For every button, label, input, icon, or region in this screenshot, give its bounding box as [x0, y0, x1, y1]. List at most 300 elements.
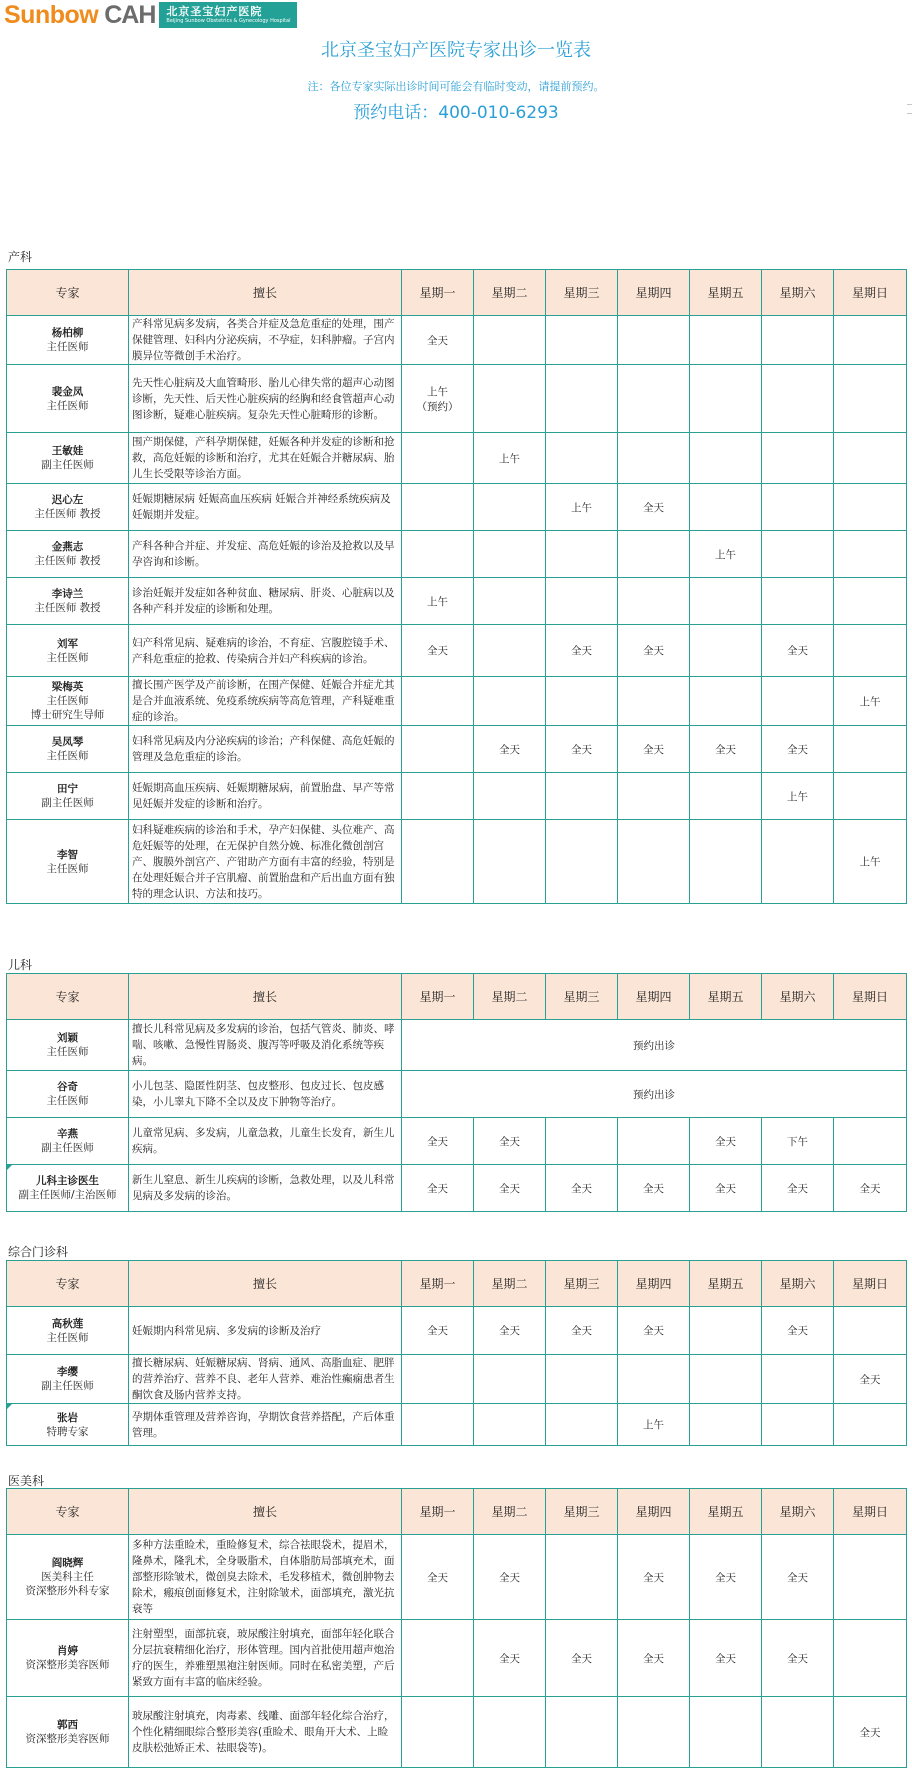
doctor-name: 张岩 [57, 1411, 78, 1424]
day-cell [546, 1697, 618, 1768]
specialty-cell: 小儿包茎、隐匿性阴茎、包皮整形、包皮过长、包皮感染，小儿睾丸下降不全以及皮下肿物等治疗。 [129, 1071, 402, 1118]
day-cell: 全天 [402, 1307, 474, 1355]
day-cell [402, 1355, 474, 1404]
table-row [7, 820, 907, 904]
day-cell: 上午 [402, 578, 474, 625]
specialty-cell: 儿童常见病、多发病，儿童急救，儿童生长发育，新生儿疾病。 [129, 1118, 402, 1165]
table-row [7, 1307, 907, 1355]
column-header: 星期一 [402, 974, 474, 1020]
day-cell [402, 677, 474, 726]
specialty-cell: 妇产科常见病、疑难病的诊治，不育症、宫腹腔镜手术、产科危重症的抢救、传染病合并妇产科疾病的诊治。 [129, 625, 402, 677]
day-cell [618, 531, 690, 578]
day-cell: 上午 [762, 773, 834, 820]
day-cell [618, 578, 690, 625]
column-header: 星期五 [690, 974, 762, 1020]
day-cell: 全天 [618, 1535, 690, 1620]
day-cell [690, 1355, 762, 1404]
doctor-name: 儿科主诊医生 [36, 1175, 99, 1187]
doctor-cell [7, 1535, 129, 1620]
specialty-cell: 擅长儿科常见病及多发病的诊治，包括气管炎、肺炎、哮喘、咳嗽、急慢性胃肠炎、腹泻等呼吸及消化系统等疾病。 [129, 1020, 402, 1071]
day-cell: 上午 [546, 484, 618, 531]
column-header: 星期四 [618, 1261, 690, 1307]
day-cell [402, 1620, 474, 1697]
specialty-cell: 围产期保健，产科孕期保健，妊娠各种并发症的诊断和抢救，高危妊娠的诊断和治疗，尤其在妊娠合并糖尿病、胎儿生长受限等诊治方面。 [129, 433, 402, 484]
day-cell: 全天 [618, 1307, 690, 1355]
doctor-title: 副主任医师/主治医师 [18, 1189, 117, 1201]
edge-marker [907, 104, 912, 114]
day-cell [690, 433, 762, 484]
day-cell [474, 365, 546, 433]
day-cell [474, 773, 546, 820]
doctor-name: 迟心左 [51, 494, 84, 506]
day-cell: 全天 [546, 1165, 618, 1212]
doctor-cell [7, 1404, 129, 1446]
column-header: 星期三 [546, 270, 618, 316]
doctor-cell [7, 1620, 129, 1697]
logo-wordmark: Sunbow CAH [4, 1, 156, 29]
doctor-title: 主任医师 [46, 1331, 89, 1344]
doctor-cell [7, 1697, 129, 1768]
schedule-table [6, 973, 907, 1212]
day-cell [402, 820, 474, 904]
doctor-cell [7, 365, 129, 433]
doctor-name: 刘军 [57, 637, 78, 650]
table-row [7, 773, 907, 820]
day-cell [690, 484, 762, 531]
doctor-title: 副主任医师 [41, 1142, 94, 1154]
day-cell [546, 1535, 618, 1620]
table-row [7, 1020, 907, 1071]
day-cell [834, 531, 907, 578]
doctor-title: 特聘专家 [46, 1425, 89, 1438]
schedule-notice: 注：各位专家实际出诊时间可能会有临时变动，请提前预约。 [307, 80, 605, 93]
day-cell: 全天 [762, 625, 834, 677]
doctor-cell [7, 578, 129, 625]
day-cell [834, 1535, 907, 1620]
day-cell: 全天 [474, 1307, 546, 1355]
day-cell [546, 820, 618, 904]
column-header: 星期六 [762, 1261, 834, 1307]
day-cell [474, 625, 546, 677]
day-cell: 全天 [474, 1165, 546, 1212]
section-title: 产科 [8, 250, 33, 264]
schedule-table [6, 1260, 907, 1446]
day-cell [546, 1118, 618, 1165]
specialty-cell: 玻尿酸注射填充，肉毒素、线雕、面部年轻化综合治疗，个性化精细眼综合整形美容(重睑术、眼角开大术、上睑皮肤松弛矫正术、祛眼袋等)。 [129, 1697, 402, 1768]
day-cell [834, 773, 907, 820]
appointment-only-cell: 预约出诊 [402, 1071, 907, 1118]
day-cell [762, 677, 834, 726]
logo-badge [159, 2, 297, 28]
doctor-cell [7, 1307, 129, 1355]
column-header: 星期五 [690, 1261, 762, 1307]
day-cell [618, 365, 690, 433]
day-cell [546, 531, 618, 578]
column-header: 擅长 [129, 270, 402, 316]
doctor-cell [7, 677, 129, 726]
day-cell [762, 365, 834, 433]
doctor-name: 阎晓辉 [51, 1557, 84, 1569]
table-row [7, 365, 907, 433]
table-row [7, 625, 907, 677]
column-header: 星期四 [618, 974, 690, 1020]
day-cell: 全天 [474, 1535, 546, 1620]
column-header: 专家 [7, 1489, 129, 1535]
table-row [7, 1355, 907, 1404]
doctor-title: 副主任医师 [41, 459, 94, 471]
day-cell [546, 365, 618, 433]
day-cell: 全天 [546, 625, 618, 677]
specialty-cell: 孕期体重管理及营养咨询，孕期饮食营养搭配，产后体重管理。 [129, 1404, 402, 1446]
doctor-title: 资深整形外科专家 [25, 1585, 110, 1597]
day-cell [546, 578, 618, 625]
doctor-cell [7, 726, 129, 773]
day-cell [762, 1404, 834, 1446]
day-cell [546, 1355, 618, 1404]
specialty-cell: 注射塑型，面部抗衰，玻尿酸注射填充，面部年轻化联合分层抗衰精细化治疗，形体管理。国内首批使用超声炮治疗的医生，养雅塑黑袍注射医师。同时在私密美塑，产后紧致方面有丰富的临床经验。 [129, 1620, 402, 1697]
column-header: 擅长 [129, 974, 402, 1020]
doctor-cell [7, 1355, 129, 1404]
day-cell [834, 578, 907, 625]
day-cell: 全天 [402, 1118, 474, 1165]
table-row [7, 484, 907, 531]
table-row [7, 1404, 907, 1446]
table-row [7, 1165, 907, 1212]
doctor-cell [7, 773, 129, 820]
doctor-title: 主任医师 教授 [34, 602, 101, 614]
day-cell [402, 1404, 474, 1446]
day-cell [474, 1697, 546, 1768]
day-cell [834, 433, 907, 484]
doctor-name: 吴凤琴 [51, 736, 84, 748]
specialty-cell: 妊娠期内科常见病、多发病的诊断及治疗 [129, 1307, 402, 1355]
doctor-title: 主任医师 教授 [34, 555, 101, 567]
day-cell: 全天 [546, 726, 618, 773]
day-cell [690, 578, 762, 625]
day-cell [618, 1697, 690, 1768]
doctor-cell [7, 1165, 129, 1212]
specialty-cell: 妊娠期高血压疾病、妊娠期糖尿病，前置胎盘、早产等常见妊娠并发症的诊断和治疗。 [129, 773, 402, 820]
day-cell: 全天 [834, 1165, 907, 1212]
day-cell [618, 677, 690, 726]
column-header: 星期日 [834, 1489, 907, 1535]
day-cell [546, 433, 618, 484]
day-cell: 全天 [546, 1620, 618, 1697]
specialty-cell: 妇科常见病及内分泌疾病的诊治；产科保健、高危妊娠的管理及急危重症的诊治。 [129, 726, 402, 773]
doctor-title: 主任医师 [46, 862, 89, 875]
column-header: 星期四 [618, 270, 690, 316]
doctor-title: 主任医师 [46, 750, 89, 762]
column-header: 星期六 [762, 974, 834, 1020]
day-cell: 全天 [618, 726, 690, 773]
day-cell: 全天 [834, 1355, 907, 1404]
table-row [7, 1697, 907, 1768]
doctor-title: 主任医师 [46, 399, 89, 412]
day-cell [690, 773, 762, 820]
doctor-title: 副主任医师 [41, 1380, 94, 1392]
table-header-row [7, 1489, 907, 1535]
day-cell [546, 773, 618, 820]
doctor-name: 李智 [57, 848, 78, 861]
table-header-row [7, 270, 907, 316]
day-cell: 上午 [834, 820, 907, 904]
day-cell [762, 820, 834, 904]
doctor-cell [7, 820, 129, 904]
day-cell [690, 365, 762, 433]
day-cell: 全天 [618, 484, 690, 531]
doctor-name: 郭西 [57, 1719, 78, 1731]
day-cell [474, 316, 546, 365]
day-cell [474, 820, 546, 904]
doctor-name: 杨柏柳 [51, 327, 84, 339]
column-header: 星期二 [474, 974, 546, 1020]
page-header [0, 0, 912, 123]
day-cell [834, 1118, 907, 1165]
day-cell [402, 773, 474, 820]
day-cell [690, 1697, 762, 1768]
day-cell: 全天 [402, 316, 474, 365]
day-cell: 全天 [402, 625, 474, 677]
column-header: 星期二 [474, 1261, 546, 1307]
doctor-cell [7, 484, 129, 531]
day-cell: 全天 [618, 1620, 690, 1697]
day-cell [762, 433, 834, 484]
section-title: 综合门诊科 [8, 1245, 69, 1259]
day-cell [474, 1404, 546, 1446]
day-cell [762, 1697, 834, 1768]
doctor-name: 谷奇 [57, 1081, 78, 1093]
column-header: 星期三 [546, 1261, 618, 1307]
specialty-cell: 产科常见病多发病，各类合并症及急危重症的处理，围产保健管理、妇科内分泌疾病，不孕症，妇科肿瘤。子宫内膜异位等微创手术治疗。 [129, 316, 402, 365]
doctor-title: 主任医师 [46, 695, 89, 707]
day-cell [474, 531, 546, 578]
doctor-name: 金燕志 [51, 541, 84, 553]
day-cell [402, 433, 474, 484]
day-cell [618, 316, 690, 365]
specialty-cell: 擅长围产医学及产前诊断，在围产保健、妊娠合并症尤其是合并血液系统、免疫系统疾病等高危管理，产科疑难重症的诊治。 [129, 677, 402, 726]
table-row [7, 677, 907, 726]
table-header-row [7, 1261, 907, 1307]
column-header: 星期三 [546, 974, 618, 1020]
table-row [7, 726, 907, 773]
day-cell [690, 316, 762, 365]
day-cell: 全天 [690, 726, 762, 773]
hospital-logo[interactable] [4, 2, 297, 28]
day-cell [834, 726, 907, 773]
table-header-row [7, 974, 907, 1020]
day-cell [834, 1404, 907, 1446]
doctor-title: 资深整形美容医师 [25, 1733, 110, 1745]
day-cell [690, 625, 762, 677]
table-row [7, 1620, 907, 1697]
column-header: 专家 [7, 974, 129, 1020]
day-cell [618, 1118, 690, 1165]
column-header: 星期五 [690, 270, 762, 316]
section-title: 医美科 [8, 1474, 45, 1488]
table-row [7, 1118, 907, 1165]
logo-badge-en: Beijing Sunbow Obstetrics & Gynecology Hospital [166, 18, 291, 24]
day-cell: 上午 [690, 531, 762, 578]
day-cell [402, 531, 474, 578]
column-header: 星期一 [402, 1489, 474, 1535]
day-cell: 上午 [834, 677, 907, 726]
doctor-title: 主任医师 [46, 1095, 89, 1107]
schedule-table [6, 1488, 907, 1768]
day-cell: 全天 [762, 726, 834, 773]
day-cell [834, 1620, 907, 1697]
day-cell: 全天 [546, 1307, 618, 1355]
day-cell: 全天 [834, 1697, 907, 1768]
day-cell [402, 726, 474, 773]
column-header: 星期五 [690, 1489, 762, 1535]
doctor-title: 主任医师 [46, 1046, 89, 1058]
day-cell [834, 1307, 907, 1355]
doctor-name: 梁梅英 [51, 681, 84, 693]
table-row [7, 1535, 907, 1620]
day-cell [402, 484, 474, 531]
comment-corner-marker [7, 1165, 12, 1170]
day-cell [690, 677, 762, 726]
column-header: 专家 [7, 1261, 129, 1307]
day-cell: 上午 [474, 433, 546, 484]
doctor-cell [7, 625, 129, 677]
table-row [7, 578, 907, 625]
day-cell: 下午 [762, 1118, 834, 1165]
specialty-cell: 产科各种合并症、并发症、高危妊娠的诊治及抢救以及早孕咨询和诊断。 [129, 531, 402, 578]
doctor-name: 李诗兰 [51, 588, 84, 600]
doctor-name: 裴金凤 [51, 385, 84, 398]
doctor-cell [7, 1071, 129, 1118]
day-cell: 全天 [762, 1535, 834, 1620]
day-cell: 上午 （预约） [402, 365, 474, 433]
day-cell [618, 773, 690, 820]
doctor-title: 副主任医师 [41, 797, 94, 809]
doctor-title: 博士研究生导师 [30, 709, 105, 721]
column-header: 星期六 [762, 1489, 834, 1535]
day-cell [474, 677, 546, 726]
day-cell [618, 433, 690, 484]
specialty-cell: 妊娠期糖尿病 妊娠高血压疾病 妊娠合并神经系统疾病及妊娠期并发症。 [129, 484, 402, 531]
doctor-name: 田宁 [57, 783, 78, 795]
column-header: 星期二 [474, 270, 546, 316]
doctor-title: 资深整形美容医师 [25, 1659, 110, 1671]
day-cell: 全天 [690, 1535, 762, 1620]
table-row [7, 433, 907, 484]
specialty-cell: 多种方法重睑术，重睑修复术，综合祛眼袋术，提眉术，隆鼻术，隆乳术，全身吸脂术，自体脂肪局部填充术，面部整形除皱术，微创臭去除术，毛发移植术，微创肿物去除术，瘢痕创面修复术，注射除皱术，面部填充，激光抗衰等 [129, 1535, 402, 1620]
day-cell [690, 820, 762, 904]
schedule-table [6, 269, 907, 904]
day-cell: 全天 [474, 726, 546, 773]
doctor-cell [7, 1020, 129, 1071]
doctor-cell [7, 433, 129, 484]
logo-badge-cn: 北京圣宝妇产医院 [166, 5, 263, 18]
table-row [7, 316, 907, 365]
specialty-cell: 擅长糖尿病、妊娠糖尿病、肾病、通风、高脂血症、肥胖的营养治疗、营养不良、老年人营养、难治性癫痫患者生酮饮食及肠内营养支持。 [129, 1355, 402, 1404]
specialty-cell: 先天性心脏病及大血管畸形、胎儿心律失常的超声心动图诊断，先天性、后天性心脏疾病的经胸和经食管超声心动图诊断，疑难心脏疾病。复杂先天性心脏畸形的诊断。 [129, 365, 402, 433]
day-cell: 上午 [618, 1404, 690, 1446]
column-header: 星期日 [834, 974, 907, 1020]
doctor-name: 刘颖 [57, 1032, 78, 1044]
column-header: 星期三 [546, 1489, 618, 1535]
specialty-cell: 诊治妊娠并发症如各种贫血、糖尿病、肝炎、心脏病以及各种产科并发症的诊断和处理。 [129, 578, 402, 625]
day-cell: 全天 [762, 1307, 834, 1355]
doctor-cell [7, 316, 129, 365]
doctor-cell [7, 531, 129, 578]
specialty-cell: 新生儿窒息、新生儿疾病的诊断，急救处理，以及儿科常见病及多发病的诊治。 [129, 1165, 402, 1212]
column-header: 星期二 [474, 1489, 546, 1535]
doctor-name: 辛燕 [57, 1128, 78, 1140]
day-cell [546, 316, 618, 365]
day-cell [762, 316, 834, 365]
day-cell [474, 578, 546, 625]
column-header: 星期日 [834, 270, 907, 316]
day-cell [618, 820, 690, 904]
day-cell [762, 484, 834, 531]
day-cell: 全天 [402, 1535, 474, 1620]
day-cell [546, 677, 618, 726]
day-cell: 全天 [762, 1620, 834, 1697]
table-row [7, 531, 907, 578]
specialty-cell: 妇科疑难疾病的诊治和手术，孕产妇保健、头位难产、高危妊娠等的处理，在无保护自然分娩、标准化微创剖宫产、腹膜外剖宫产、产钳助产方面有丰富的经验，特别是在处理妊娠合并子宫肌瘤、前置胎盘和产后出血方面有独特的理念认识、方法和技巧。 [129, 820, 402, 904]
column-header: 星期一 [402, 1261, 474, 1307]
day-cell [474, 484, 546, 531]
doctor-cell [7, 1118, 129, 1165]
day-cell: 全天 [690, 1620, 762, 1697]
day-cell [690, 1307, 762, 1355]
day-cell [474, 1355, 546, 1404]
day-cell: 全天 [618, 1165, 690, 1212]
day-cell [762, 531, 834, 578]
section-title: 儿科 [8, 958, 33, 972]
booking-phone: 预约电话：400-010-6293 [353, 103, 559, 123]
doctor-name: 肖婷 [57, 1645, 78, 1657]
day-cell [690, 1404, 762, 1446]
column-header: 擅长 [129, 1489, 402, 1535]
day-cell: 全天 [690, 1165, 762, 1212]
day-cell [834, 625, 907, 677]
doctor-name: 王敏娃 [51, 445, 84, 457]
day-cell [618, 1355, 690, 1404]
doctor-title: 主任医师 [46, 341, 89, 353]
day-cell [834, 484, 907, 531]
day-cell [762, 1355, 834, 1404]
day-cell [762, 578, 834, 625]
column-header: 星期六 [762, 270, 834, 316]
column-header: 星期日 [834, 1261, 907, 1307]
day-cell: 全天 [618, 625, 690, 677]
day-cell: 全天 [474, 1118, 546, 1165]
doctor-name: 高秋莲 [51, 1317, 84, 1330]
column-header: 擅长 [129, 1261, 402, 1307]
day-cell: 全天 [402, 1165, 474, 1212]
day-cell: 全天 [762, 1165, 834, 1212]
appointment-only-cell: 预约出诊 [402, 1020, 907, 1071]
column-header: 星期一 [402, 270, 474, 316]
doctor-title: 主任医师 教授 [34, 508, 101, 520]
doctor-name: 李缨 [57, 1366, 78, 1378]
day-cell [834, 365, 907, 433]
doctor-title: 医美科主任 [41, 1571, 94, 1583]
day-cell [402, 1697, 474, 1768]
day-cell: 全天 [474, 1620, 546, 1697]
table-row [7, 1071, 907, 1118]
column-header: 专家 [7, 270, 129, 316]
day-cell [546, 1404, 618, 1446]
comment-corner-marker [7, 1404, 12, 1409]
day-cell [834, 316, 907, 365]
day-cell: 全天 [690, 1118, 762, 1165]
column-header: 星期四 [618, 1489, 690, 1535]
